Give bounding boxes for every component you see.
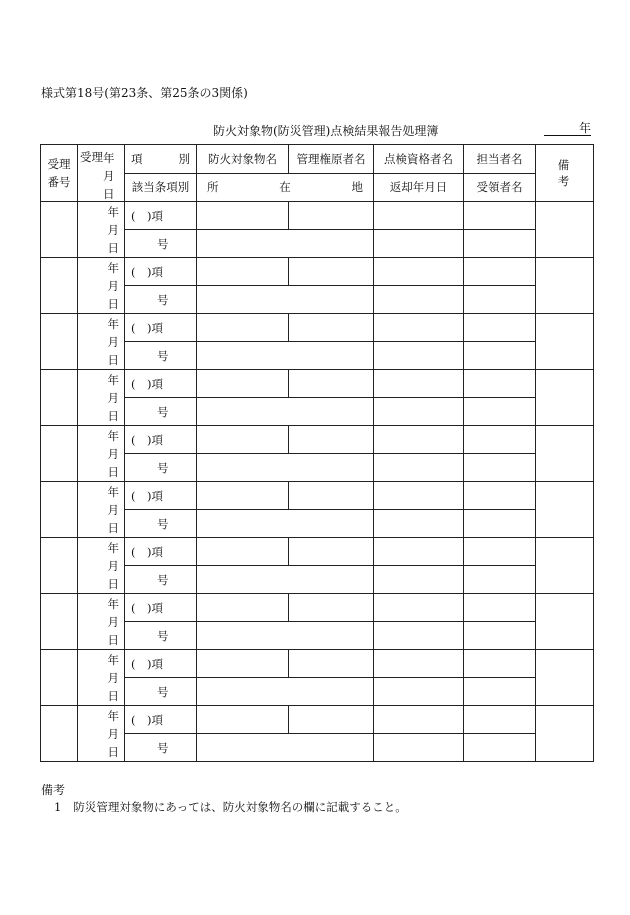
object-name-cell[interactable] bbox=[197, 482, 289, 510]
receipt-number-cell[interactable] bbox=[41, 538, 78, 594]
person-in-charge-cell[interactable] bbox=[464, 314, 536, 342]
remarks-cell[interactable] bbox=[536, 426, 594, 482]
receipt-number-cell[interactable] bbox=[41, 370, 78, 426]
receipt-date-cell[interactable]: 年 月 日 bbox=[78, 538, 125, 594]
return-date-cell[interactable] bbox=[374, 286, 464, 314]
receipt-number-cell[interactable] bbox=[41, 706, 78, 762]
number-cell[interactable]: 号 bbox=[125, 566, 197, 594]
location-cell[interactable] bbox=[197, 734, 374, 762]
person-in-charge-cell[interactable] bbox=[464, 426, 536, 454]
item-cell[interactable]: ( )項 bbox=[125, 258, 197, 286]
entry-row bbox=[41, 538, 594, 566]
person-in-charge-cell[interactable] bbox=[464, 258, 536, 286]
object-name-cell[interactable] bbox=[197, 706, 289, 734]
header-location: 所 在 地 bbox=[197, 173, 374, 202]
header-receipt-date: 受理 年 月 日 bbox=[78, 145, 125, 202]
remarks-cell[interactable] bbox=[536, 650, 594, 706]
return-date-cell[interactable] bbox=[374, 342, 464, 370]
recipient-name-cell[interactable] bbox=[464, 566, 536, 594]
remarks-cell[interactable] bbox=[536, 706, 594, 762]
location-cell[interactable] bbox=[197, 622, 374, 650]
manager-name-cell[interactable] bbox=[289, 258, 374, 286]
form-identifier: 様式第18号(第23条、第25条の3関係) bbox=[41, 86, 248, 100]
number-cell[interactable]: 号 bbox=[125, 622, 197, 650]
item-cell[interactable]: ( )項 bbox=[125, 706, 197, 734]
object-name-cell[interactable] bbox=[197, 538, 289, 566]
entry-row bbox=[41, 706, 594, 734]
inspector-name-cell[interactable] bbox=[374, 370, 464, 398]
header-manager-name: 管理権原者名 bbox=[289, 145, 374, 174]
inspector-name-cell[interactable] bbox=[374, 202, 464, 230]
header-item: 項 別 bbox=[125, 145, 197, 174]
manager-name-cell[interactable] bbox=[289, 314, 374, 342]
remarks-cell[interactable] bbox=[536, 370, 594, 426]
recipient-name-cell[interactable] bbox=[464, 510, 536, 538]
number-cell[interactable]: 号 bbox=[125, 342, 197, 370]
number-cell[interactable]: 号 bbox=[125, 678, 197, 706]
receipt-number-cell[interactable] bbox=[41, 314, 78, 370]
manager-name-cell[interactable] bbox=[289, 650, 374, 678]
person-in-charge-cell[interactable] bbox=[464, 594, 536, 622]
number-cell[interactable]: 号 bbox=[125, 454, 197, 482]
remarks-cell[interactable] bbox=[536, 482, 594, 538]
inspector-name-cell[interactable] bbox=[374, 706, 464, 734]
header-person-in-charge: 担当者名 bbox=[464, 145, 536, 174]
item-cell[interactable]: ( )項 bbox=[125, 594, 197, 622]
manager-name-cell[interactable] bbox=[289, 482, 374, 510]
location-cell[interactable] bbox=[197, 398, 374, 426]
item-cell[interactable]: ( )項 bbox=[125, 538, 197, 566]
item-cell[interactable]: ( )項 bbox=[125, 202, 197, 230]
receipt-date-cell[interactable]: 年 月 日 bbox=[78, 314, 125, 370]
inspector-name-cell[interactable] bbox=[374, 258, 464, 286]
receipt-date-cell[interactable]: 年 月 日 bbox=[78, 650, 125, 706]
person-in-charge-cell[interactable] bbox=[464, 370, 536, 398]
object-name-cell[interactable] bbox=[197, 594, 289, 622]
entry-row bbox=[41, 370, 594, 398]
recipient-name-cell[interactable] bbox=[464, 734, 536, 762]
recipient-name-cell[interactable] bbox=[464, 230, 536, 258]
person-in-charge-cell[interactable] bbox=[464, 650, 536, 678]
receipt-number-cell[interactable] bbox=[41, 202, 78, 258]
manager-name-cell[interactable] bbox=[289, 426, 374, 454]
number-cell[interactable]: 号 bbox=[125, 398, 197, 426]
recipient-name-cell[interactable] bbox=[464, 286, 536, 314]
receipt-number-cell[interactable] bbox=[41, 650, 78, 706]
recipient-name-cell[interactable] bbox=[464, 398, 536, 426]
receipt-number-cell[interactable] bbox=[41, 594, 78, 650]
object-name-cell[interactable] bbox=[197, 258, 289, 286]
return-date-cell[interactable] bbox=[374, 734, 464, 762]
header-remarks: 備 考 bbox=[536, 145, 594, 202]
item-cell[interactable]: ( )項 bbox=[125, 650, 197, 678]
manager-name-cell[interactable] bbox=[289, 594, 374, 622]
receipt-number-cell[interactable] bbox=[41, 426, 78, 482]
manager-name-cell[interactable] bbox=[289, 370, 374, 398]
object-name-cell[interactable] bbox=[197, 314, 289, 342]
item-cell[interactable]: ( )項 bbox=[125, 370, 197, 398]
inspector-name-cell[interactable] bbox=[374, 650, 464, 678]
receipt-date-cell[interactable]: 年 月 日 bbox=[78, 258, 125, 314]
number-cell[interactable]: 号 bbox=[125, 510, 197, 538]
person-in-charge-cell[interactable] bbox=[464, 202, 536, 230]
recipient-name-cell[interactable] bbox=[464, 678, 536, 706]
return-date-cell[interactable] bbox=[374, 398, 464, 426]
item-cell[interactable]: ( )項 bbox=[125, 314, 197, 342]
receipt-date-cell[interactable]: 年 月 日 bbox=[78, 202, 125, 258]
return-date-cell[interactable] bbox=[374, 230, 464, 258]
inspector-name-cell[interactable] bbox=[374, 538, 464, 566]
location-cell[interactable] bbox=[197, 342, 374, 370]
remarks-cell[interactable] bbox=[536, 594, 594, 650]
receipt-date-cell[interactable]: 年 月 日 bbox=[78, 370, 125, 426]
receipt-date-cell[interactable]: 年 月 日 bbox=[78, 594, 125, 650]
inspector-name-cell[interactable] bbox=[374, 426, 464, 454]
item-cell[interactable]: ( )項 bbox=[125, 426, 197, 454]
return-date-cell[interactable] bbox=[374, 566, 464, 594]
entry-row bbox=[41, 426, 594, 454]
entry-row bbox=[41, 482, 594, 510]
location-cell[interactable] bbox=[197, 510, 374, 538]
person-in-charge-cell[interactable] bbox=[464, 538, 536, 566]
receipt-number-cell[interactable] bbox=[41, 258, 78, 314]
remarks-cell[interactable] bbox=[536, 314, 594, 370]
manager-name-cell[interactable] bbox=[289, 706, 374, 734]
person-in-charge-cell[interactable] bbox=[464, 482, 536, 510]
notes-heading: 備考 bbox=[41, 783, 66, 797]
recipient-name-cell[interactable] bbox=[464, 342, 536, 370]
object-name-cell[interactable] bbox=[197, 650, 289, 678]
return-date-cell[interactable] bbox=[374, 622, 464, 650]
object-name-cell[interactable] bbox=[197, 202, 289, 230]
form-title: 防火対象物(防災管理)点検結果報告処理簿 bbox=[213, 124, 439, 138]
location-cell[interactable] bbox=[197, 566, 374, 594]
location-cell[interactable] bbox=[197, 230, 374, 258]
register-table bbox=[40, 144, 605, 762]
header-return-date: 返却年月日 bbox=[374, 173, 464, 202]
inspector-name-cell[interactable] bbox=[374, 482, 464, 510]
receipt-date-cell[interactable]: 年 月 日 bbox=[78, 706, 125, 762]
person-in-charge-cell[interactable] bbox=[464, 706, 536, 734]
return-date-cell[interactable] bbox=[374, 678, 464, 706]
header-receipt-number: 受理 番号 bbox=[41, 145, 78, 202]
inspector-name-cell[interactable] bbox=[374, 594, 464, 622]
recipient-name-cell[interactable] bbox=[464, 622, 536, 650]
number-cell[interactable]: 号 bbox=[125, 230, 197, 258]
inspector-name-cell[interactable] bbox=[374, 314, 464, 342]
remarks-cell[interactable] bbox=[536, 202, 594, 258]
note-item: 1 防災管理対象物にあっては、防火対象物名の欄に記載すること。 bbox=[54, 800, 407, 814]
receipt-number-cell[interactable] bbox=[41, 482, 78, 538]
entry-row bbox=[41, 594, 594, 622]
header-recipient-name: 受領者名 bbox=[464, 173, 536, 202]
header-applicable-clause: 該当条項別 bbox=[125, 173, 197, 202]
entry-row bbox=[41, 258, 594, 286]
object-name-cell[interactable] bbox=[197, 426, 289, 454]
location-cell[interactable] bbox=[197, 678, 374, 706]
receipt-date-cell[interactable]: 年 月 日 bbox=[78, 482, 125, 538]
recipient-name-cell[interactable] bbox=[464, 454, 536, 482]
receipt-date-cell[interactable]: 年 月 日 bbox=[78, 426, 125, 482]
object-name-cell[interactable] bbox=[197, 370, 289, 398]
location-cell[interactable] bbox=[197, 454, 374, 482]
entry-row bbox=[41, 650, 594, 678]
header-inspector-name: 点検資格者名 bbox=[374, 145, 464, 174]
entry-row bbox=[41, 202, 594, 230]
year-field[interactable]: 年 bbox=[544, 122, 591, 136]
manager-name-cell[interactable] bbox=[289, 538, 374, 566]
header-object-name: 防火対象物名 bbox=[197, 145, 289, 174]
location-cell[interactable] bbox=[197, 286, 374, 314]
number-cell[interactable]: 号 bbox=[125, 286, 197, 314]
return-date-cell[interactable] bbox=[374, 510, 464, 538]
return-date-cell[interactable] bbox=[374, 454, 464, 482]
manager-name-cell[interactable] bbox=[289, 202, 374, 230]
number-cell[interactable]: 号 bbox=[125, 734, 197, 762]
remarks-cell[interactable] bbox=[536, 258, 594, 314]
entry-row bbox=[41, 314, 594, 342]
item-cell[interactable]: ( )項 bbox=[125, 482, 197, 510]
remarks-cell[interactable] bbox=[536, 538, 594, 594]
